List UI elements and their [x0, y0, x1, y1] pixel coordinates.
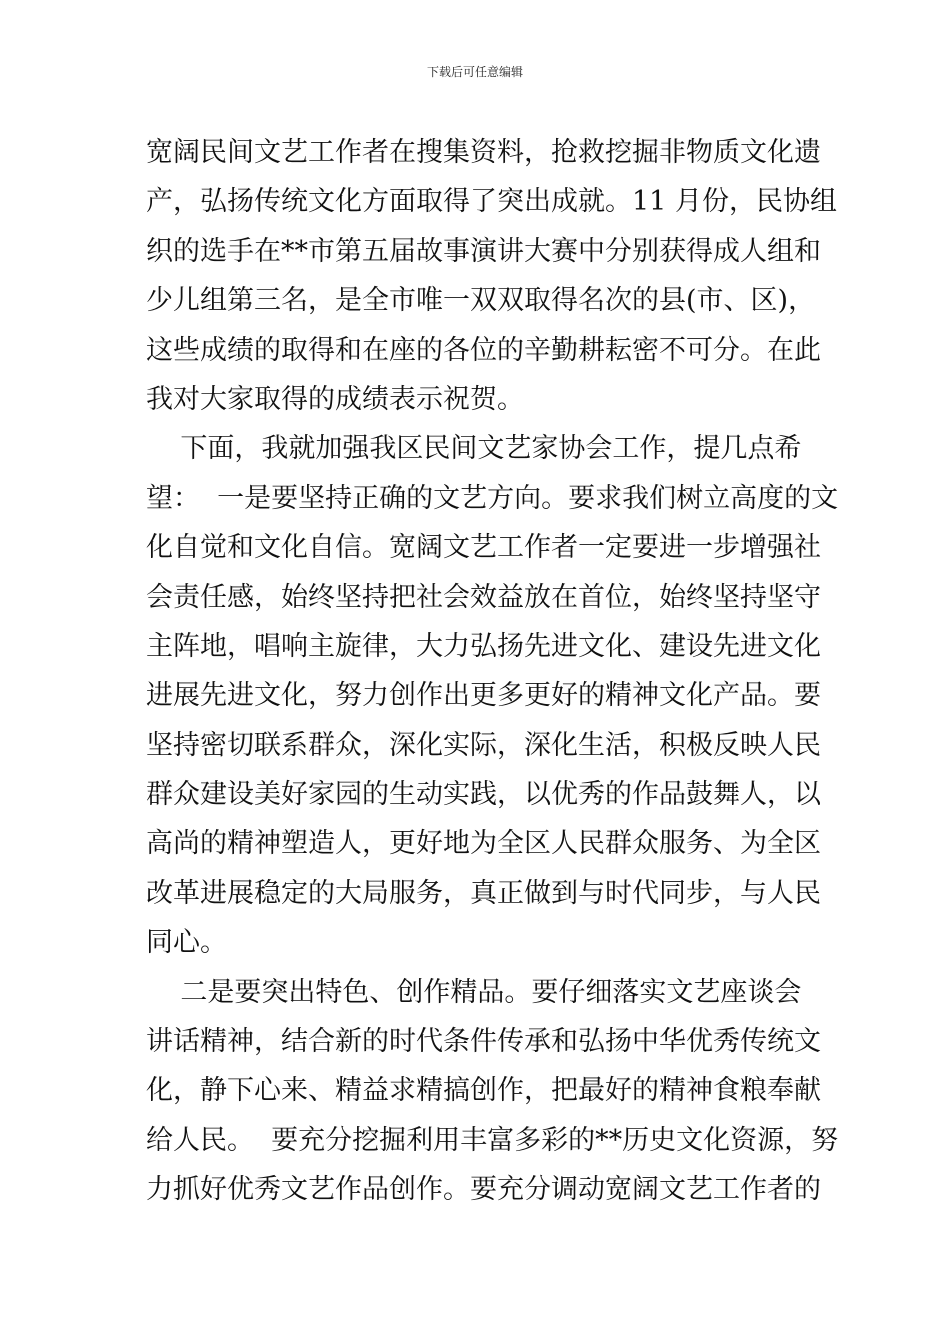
text-line: 坚持密切联系群众，深化实际，深化生活，积极反映人民	[146, 729, 821, 761]
text-line: 织的选手在**市第五届故事演讲大赛中分别获得成人组和	[146, 235, 821, 267]
text-line: 少儿组第三名，是全市唯一双双取得名次的县(市、区)，	[146, 285, 816, 317]
text-line: 这些成绩的取得和在座的各位的辛勤耕耘密不可分。在此	[146, 334, 821, 366]
text-line: 高尚的精神塑造人，更好地为全区人民群众服务、为全区	[146, 828, 821, 860]
text-line: 同心。	[146, 927, 227, 959]
text-line: 会责任感，始终坚持把社会效益放在首位，始终坚持坚守	[146, 581, 821, 613]
text-line: 改革进展稳定的大局服务，真正做到与时代同步，与人民	[146, 877, 821, 909]
document-body	[146, 128, 839, 1215]
text-line: 二是要突出特色、创作精品。要仔细落实文艺座谈会	[146, 976, 802, 1008]
text-line: 化自觉和文化自信。宽阔文艺工作者一定要进一步增强社	[146, 532, 821, 564]
text-line: 望： 一是要坚持正确的文艺方向。要求我们树立高度的文	[146, 482, 839, 514]
text-line: 下面，我就加强我区民间文艺家协会工作，提几点希	[146, 433, 802, 465]
text-line: 讲话精神，结合新的时代条件传承和弘扬中华优秀传统文	[146, 1026, 821, 1058]
text-line: 给人民。 要充分挖掘利用丰富多彩的**历史文化资源，努	[146, 1124, 839, 1156]
text-line: 主阵地，唱响主旋律，大力弘扬先进文化、建设先进文化	[146, 630, 821, 662]
text-line: 力抓好优秀文艺作品创作。要充分调动宽阔文艺工作者的	[146, 1174, 821, 1206]
text-line: 进展先进文化，努力创作出更多更好的精神文化产品。要	[146, 680, 821, 712]
text-line: 化，静下心来、精益求精搞创作，把最好的精神食粮奉献	[146, 1075, 821, 1107]
page-header: 下载后可任意编辑	[426, 65, 523, 79]
text-line: 我对大家取得的成绩表示祝贺。	[146, 383, 524, 415]
text-line: 产，弘扬传统文化方面取得了突出成就。11 月份，民协组	[146, 186, 837, 218]
text-line: 宽阔民间文艺工作者在搜集资料，抢救挖掘非物质文化遗	[146, 137, 821, 168]
text-line: 群众建设美好家园的生动实践，以优秀的作品鼓舞人，以	[146, 779, 821, 811]
